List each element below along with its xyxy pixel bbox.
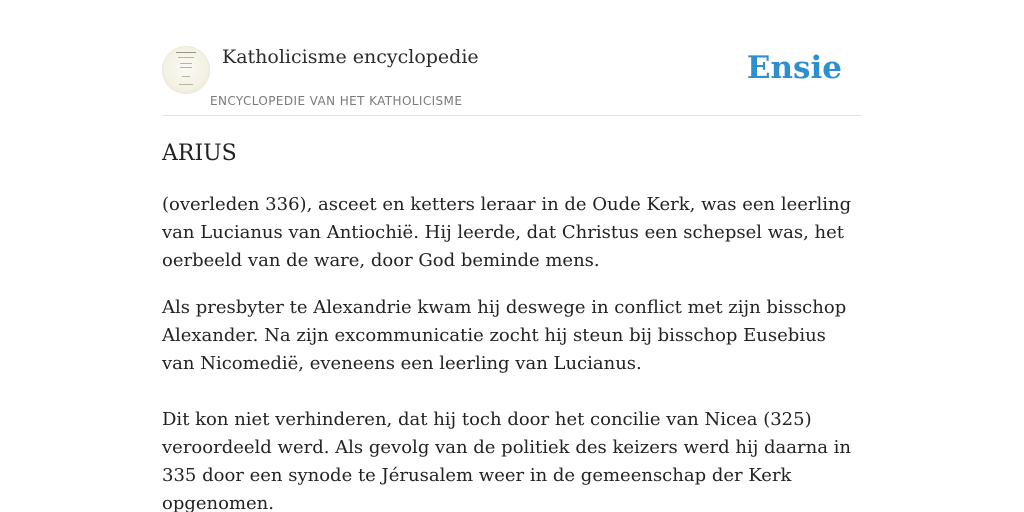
encyclopedia-subtitle: ENCYCLOPEDIE VAN HET KATHOLICISME [210,94,463,108]
article-paragraph: Als presbyter te Alexandrie kwam hij deswege in conflict met zijn bisschop Alexander. Na zijn excommunicatie zocht hij steun bij bisschop Eusebius van Nicomedië, eveneens een leerling van Lucianus. [162,297,847,374]
article-paragraph: Dit kon niet verhinderen, dat hij toch door het concilie van Nicea (325) veroordeeld werd. Als gevolg van de politiek des keizers werd hij daarna in 335 door een synode te Jérusalem weer in de gemeenschap der Kerk opgenomen. [162,409,852,512]
book-cover-icon[interactable] [162,46,210,94]
header-divider [162,115,862,116]
article-title: ARIUS [162,141,237,166]
encyclopedia-title[interactable]: Katholicisme encyclopedie [222,46,479,68]
article [162,139,862,512]
site-header [162,44,862,116]
article-paragraph: (overleden 336), asceet en ketters leraar in de Oude Kerk, was een leerling van Lucianus van Antiochië. Hij leerde, dat Christus een schepsel was, het oerbeeld van de ware, door God beminde mens. [162,194,852,271]
ensie-logo-link[interactable]: Ensie [746,50,842,86]
